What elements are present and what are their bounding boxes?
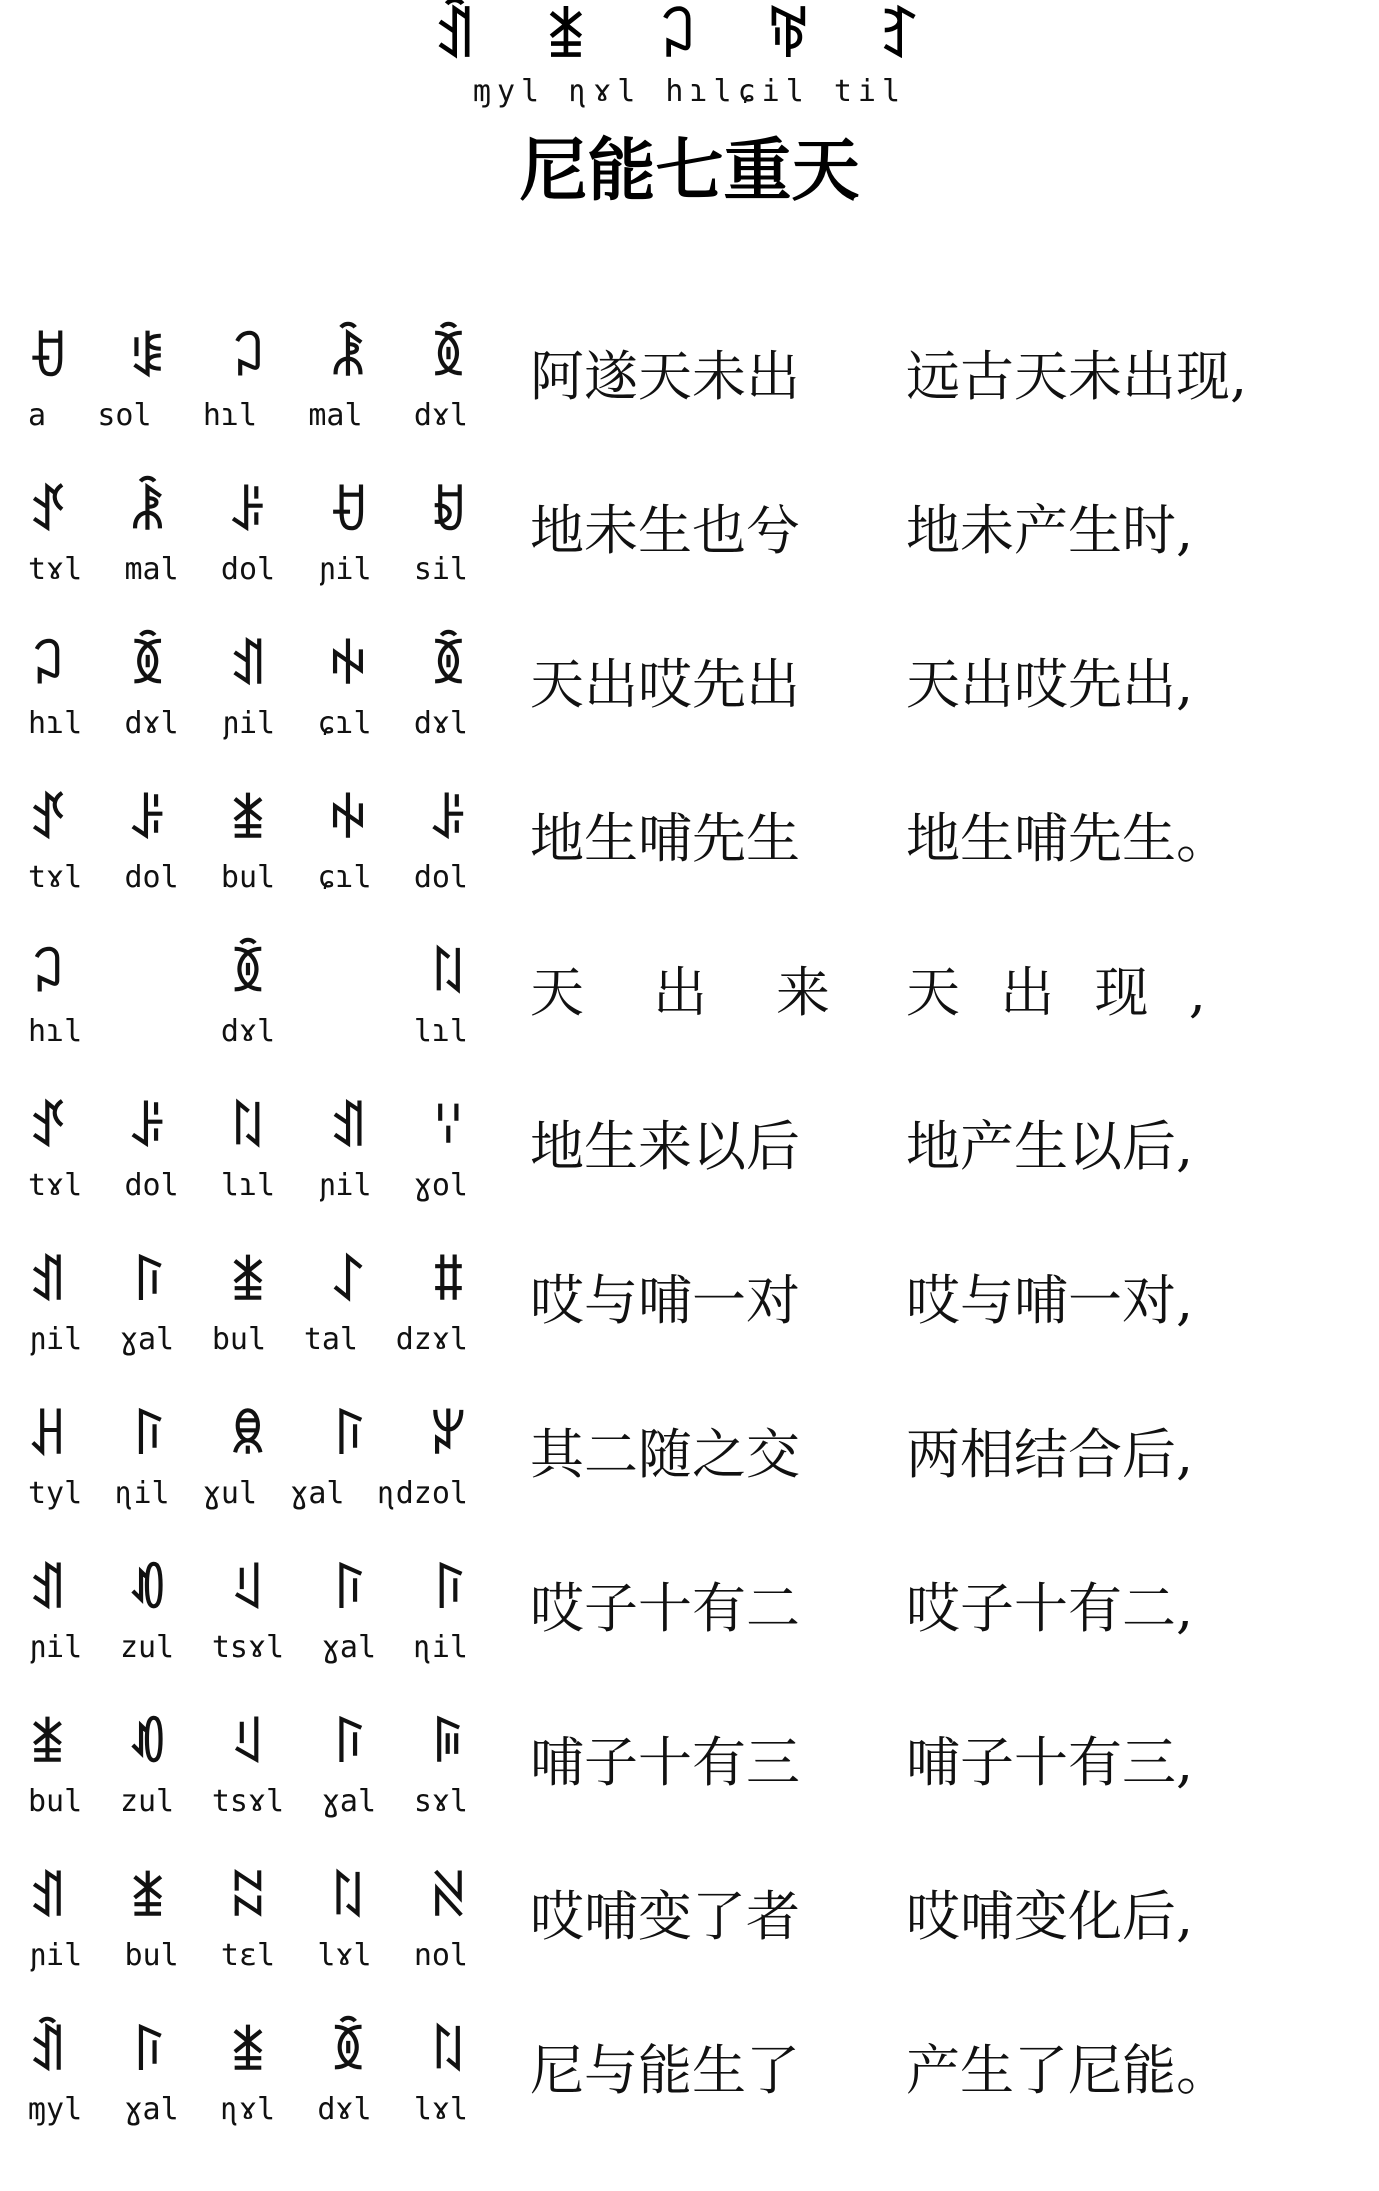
free-translation: 地产生以后, (906, 1115, 1194, 1178)
yi-glyph: ꌠ (128, 1099, 168, 1157)
phonetic-syllable: ɕɿl (317, 706, 372, 741)
free-translation: 哎与哺一对, (906, 1269, 1194, 1332)
phonetic-syllable: dɤl (124, 706, 179, 741)
verse-row (0, 934, 1379, 1086)
header (0, 0, 1379, 250)
yi-glyph: ꀊ (28, 1253, 68, 1311)
yi-glyph: ꑭ (328, 791, 368, 849)
phonetic-syllable: ɲil (28, 1322, 83, 1357)
yi-glyph: ꉆ (228, 1869, 268, 1927)
phonetic-line (28, 1474, 468, 1514)
phonetic-syllable: bul (211, 1322, 267, 1357)
phonetic-syllable: ɣul (202, 1476, 258, 1511)
phonetic-syllable: nol (413, 1938, 468, 1973)
yi-glyph: ꑍ (328, 1407, 368, 1465)
verse-row (0, 2012, 1379, 2164)
phonetic-syllable: sil (413, 552, 468, 587)
yi-glyph: ꑭ (328, 637, 368, 695)
phonetic-syllable: ɳɤl (220, 2092, 276, 2127)
yi-glyph-line (28, 482, 468, 542)
yi-glyph: ꌠ (228, 483, 268, 541)
phonetic-syllable: tɤl (28, 1168, 83, 1203)
yi-block (28, 934, 468, 1086)
phonetic-syllable: lɤl (317, 1938, 372, 1973)
phonetic-syllable: mal (308, 398, 363, 433)
yi-glyph: ꏃ (428, 1407, 468, 1465)
yi-glyph-line (28, 1714, 468, 1774)
phonetic-syllable: ɲil (220, 706, 276, 741)
phonetic-syllable: bul (28, 1784, 83, 1819)
literal-translation: 地生来以后 (530, 1115, 800, 1178)
verse-row (0, 1242, 1379, 1394)
phonetic-syllable: hɿl (28, 1014, 83, 1049)
literal-translation: 哎与哺一对 (530, 1269, 800, 1332)
yi-glyph: ꀂ (428, 483, 468, 541)
free-translation: 地未产生时, (906, 499, 1194, 562)
free-translation: 哎子十有二, (906, 1577, 1194, 1640)
free-translation: 哺子十有三, (906, 1731, 1194, 1794)
yi-glyph: ꀊ (28, 1561, 68, 1619)
phonetic-syllable: dol (124, 860, 179, 895)
yi-block (28, 1088, 468, 1240)
yi-glyph: ꀊ (328, 1099, 368, 1157)
yi-glyph: ꈌ (428, 1099, 468, 1157)
yi-glyph: ꀋ (28, 483, 68, 541)
phonetic-syllable: lɿl (220, 1168, 276, 1203)
yi-glyph: ꋊ (428, 1869, 468, 1927)
yi-glyph: ꑍ (128, 1253, 168, 1311)
phonetic-line (28, 1166, 468, 1206)
phonetic-line (28, 704, 468, 744)
yi-glyph: ꀋ (28, 1099, 68, 1157)
phonetic-syllable: ɲil (317, 1168, 372, 1203)
free-translation: 天出哎先出, (906, 653, 1194, 716)
phonetic-syllable: ɳdzol (377, 1476, 468, 1511)
yi-glyph: ꀀ (28, 329, 68, 387)
yi-block (28, 1550, 468, 1702)
yi-glyph: ꅈ (428, 637, 468, 695)
verse-row (0, 472, 1379, 624)
yi-glyph: ꌐ (128, 329, 168, 387)
yi-glyph: ꋍ (328, 1253, 368, 1311)
yi-glyph-line (28, 328, 468, 388)
phonetic-syllable: ɣal (119, 1322, 175, 1357)
yi-block (28, 1396, 468, 1548)
phonetic-syllable: tɛl (220, 1938, 276, 1973)
phonetic-syllable: ɣal (124, 2092, 179, 2127)
literal-translation: 哎子十有二 (530, 1577, 800, 1640)
yi-glyph: ꁧ (228, 1253, 268, 1311)
yi-glyph: ꂾ (328, 329, 368, 387)
yi-glyph: ꌋ (228, 1407, 268, 1465)
yi-glyph: ꑍ (328, 1561, 368, 1619)
yi-glyph: ꀒ (128, 1561, 168, 1619)
phonetic-line (28, 1628, 468, 1668)
phonetic-line (28, 2090, 468, 2130)
yi-glyph: ꀒ (128, 1715, 168, 1773)
phonetic-syllable: tyl (28, 1476, 83, 1511)
phonetic-syllable: dɤl (413, 398, 468, 433)
yi-glyph: ꁧ (228, 2023, 268, 2081)
yi-glyph-line (28, 944, 468, 1004)
yi-glyph: ꌠ (428, 791, 468, 849)
phonetic-syllable: lɤl (413, 2092, 468, 2127)
phonetic-line (28, 858, 468, 898)
yi-glyph: ꑍ (328, 1715, 368, 1773)
verse-row (0, 626, 1379, 778)
phonetic-syllable: ɲil (28, 1630, 83, 1665)
free-translation: 产生了尼能。 (906, 2039, 1230, 2102)
phonetic-syllable: ɲil (317, 552, 372, 587)
verse-row (0, 780, 1379, 932)
phonetic-syllable: ɱyl (28, 2092, 83, 2127)
literal-translation: 其二随之交 (530, 1423, 800, 1486)
yi-glyph: ꌕ (428, 1715, 468, 1773)
literal-translation: 阿遂天未出 (530, 345, 800, 408)
phonetic-syllable: zul (119, 1630, 175, 1665)
phonetic-syllable: dɤl (317, 2092, 372, 2127)
yi-glyph: ꁧ (28, 1715, 68, 1773)
literal-translation: 哎哺变了者 (530, 1885, 800, 1948)
verse-row (0, 1704, 1379, 1856)
verse-row (0, 1396, 1379, 1548)
yi-glyph-line (28, 1406, 468, 1466)
phonetic-syllable: tsɤl (211, 1630, 285, 1665)
free-translation: 天 出 现 , (906, 961, 1206, 1024)
yi-glyph-line (28, 790, 468, 850)
phonetic-syllable: zul (119, 1784, 175, 1819)
yi-glyph: ꆹ (228, 1715, 268, 1773)
phonetic-syllable: dol (413, 860, 468, 895)
verse-row (0, 1858, 1379, 2010)
phonetic-syllable: sɤl (413, 1784, 468, 1819)
free-translation: 两相结合后, (906, 1423, 1194, 1486)
yi-glyph: ꃀ (28, 637, 68, 695)
yi-glyph-line (28, 1252, 468, 1312)
yi-glyph: ꑍ (428, 1561, 468, 1619)
yi-glyph-line (28, 2022, 468, 2082)
yi-glyph: ꅈ (128, 637, 168, 695)
phonetic-syllable: dol (124, 1168, 179, 1203)
phonetic-line (28, 1782, 468, 1822)
yi-block (28, 1704, 468, 1856)
phonetic-syllable: tsɤl (211, 1784, 285, 1819)
phonetic-syllable: tal (303, 1322, 358, 1357)
yi-block (28, 472, 468, 624)
literal-translation: 哺子十有三 (530, 1731, 800, 1794)
verse-row (0, 318, 1379, 470)
yi-glyph: ꀊ (28, 1869, 68, 1927)
phonetic-syllable: ɣal (321, 1784, 377, 1819)
phonetic-syllable: ɳil (413, 1630, 468, 1665)
verse-row (0, 1088, 1379, 1240)
yi-glyph: ꐚ (428, 1253, 468, 1311)
yi-glyph: ꑍ (128, 2023, 168, 2081)
yi-block (28, 318, 468, 470)
phonetic-syllable: ɲil (28, 1938, 83, 1973)
phonetic-syllable: ɣol (413, 1168, 468, 1203)
yi-glyph: ꌠ (128, 791, 168, 849)
phonetic-syllable: mal (124, 552, 179, 587)
yi-glyph: ꀀ (328, 483, 368, 541)
phonetic-syllable: a (28, 398, 47, 433)
phonetic-line (28, 1320, 468, 1360)
title-yi-script: ꀉ ꁧ ꃀ ꃥ ꆈ (433, 5, 946, 70)
phonetic-syllable: bul (220, 860, 276, 895)
phonetic-syllable: hɿl (202, 398, 258, 433)
yi-glyph: ꁧ (128, 1869, 168, 1927)
phonetic-syllable: ɣal (321, 1630, 377, 1665)
phonetic-syllable: bul (124, 1938, 179, 1973)
phonetic-syllable: hɿl (28, 706, 83, 741)
yi-glyph-line (28, 636, 468, 696)
free-translation: 地生哺先生。 (906, 807, 1230, 870)
phonetic-line (28, 1936, 468, 1976)
phonetic-syllable: dol (220, 552, 276, 587)
phonetic-syllable: dɤl (413, 706, 468, 741)
literal-translation: 天 出 来 (530, 961, 830, 1024)
yi-block (28, 780, 468, 932)
phonetic-syllable: ɣal (290, 1476, 345, 1511)
page-title: 尼能七重天 (519, 132, 860, 211)
literal-translation: 地未生也兮 (530, 499, 800, 562)
phonetic-syllable: dzɤl (395, 1322, 468, 1357)
yi-glyph: ꑍ (128, 1407, 168, 1465)
yi-glyph: ꂾ (128, 483, 168, 541)
phonetic-syllable: lɿl (413, 1014, 468, 1049)
free-translation: 远古天未出现, (906, 345, 1248, 408)
yi-glyph-line (28, 1868, 468, 1928)
yi-glyph-line (28, 1560, 468, 1620)
free-translation: 哎哺变化后, (906, 1885, 1194, 1948)
yi-glyph: ꀉ (28, 2023, 68, 2081)
yi-glyph: ꁧ (228, 791, 268, 849)
phonetic-line (28, 550, 468, 590)
yi-glyph-line (28, 1098, 468, 1158)
phonetic-line (28, 396, 468, 436)
phonetic-syllable: ɳil (115, 1476, 170, 1511)
yi-block (28, 1242, 468, 1394)
verse-row (0, 1550, 1379, 1702)
yi-glyph: ꆹ (228, 1561, 268, 1619)
literal-translation: 地生哺先生 (530, 807, 800, 870)
yi-block (28, 2012, 468, 2164)
yi-glyph: ꇁ (228, 1099, 268, 1157)
phonetic-line (28, 1012, 468, 1052)
literal-translation: 尼与能生了 (530, 2039, 800, 2102)
literal-translation: 天出哎先出 (530, 653, 800, 716)
phonetic-syllable: sol (97, 398, 152, 433)
yi-block (28, 1858, 468, 2010)
yi-glyph: ꃅ (28, 1407, 68, 1465)
phonetic-syllable: ɕɿl (317, 860, 372, 895)
yi-glyph: ꇁ (328, 1869, 368, 1927)
yi-block (28, 626, 468, 778)
yi-glyph: ꅈ (228, 945, 268, 1003)
yi-glyph: ꃀ (228, 329, 268, 387)
yi-glyph: ꇁ (428, 2023, 468, 2081)
phonetic-syllable: dɤl (220, 1014, 276, 1049)
phonetic-syllable: tɤl (28, 552, 83, 587)
yi-glyph: ꀊ (228, 637, 268, 695)
title-phonetic: ɱyl ɳɤl hɿlɕil til (472, 74, 907, 109)
yi-glyph: ꀋ (28, 791, 68, 849)
yi-glyph: ꇁ (428, 945, 468, 1003)
yi-glyph: ꅈ (328, 2023, 368, 2081)
yi-glyph: ꃀ (28, 945, 68, 1003)
phonetic-syllable: tɤl (28, 860, 83, 895)
yi-glyph: ꅈ (428, 329, 468, 387)
